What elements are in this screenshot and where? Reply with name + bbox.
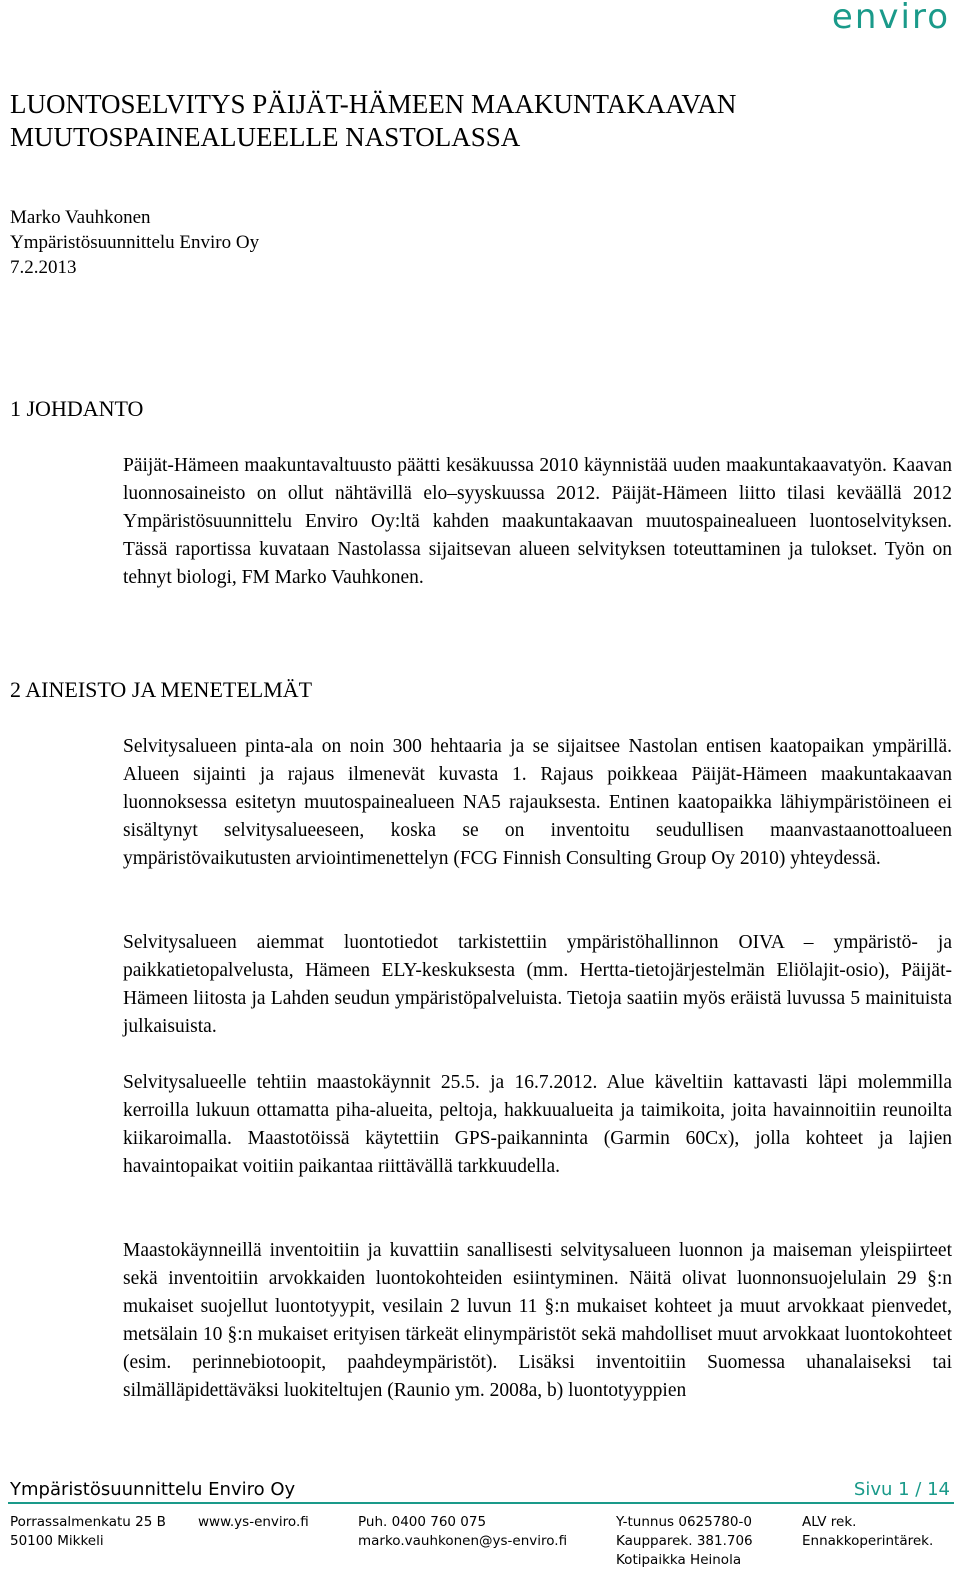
footer-line: Kotipaikka Heinola — [616, 1552, 742, 1568]
section-heading-johdanto: 1 JOHDANTO — [10, 396, 144, 421]
footer-company: Ympäristösuunnittelu Enviro Oy — [10, 1479, 296, 1500]
footer-line: Y-tunnus 0625780-0 — [616, 1514, 752, 1530]
author-company: Ympäristösuunnittelu Enviro Oy — [10, 232, 260, 253]
document-title: LUONTOSELVITYS PÄIJÄT-HÄMEEN MAAKUNTAKAAVAN MUUTOSPAINEALUEELLE NASTOLASSA — [10, 89, 737, 152]
paragraph: Selvitysalueelle tehtiin maastokäynnit 25.5. ja 16.7.2012. Alue käveltiin kattavasti läpi molemmilla kerroilla lukuun ottamatta piha-alueita, peltoja, hakkuualueita ja taimikoita, joita havainnoitiin reunoilta kiikaroimalla. Maastotöissä käytettiin GPS-paikanninta (Garmin 60Cx), jolla kohteet ja lajien havaintopaikat voitiin paikantaa riittävällä tarkkuudella. — [123, 1072, 952, 1177]
footer-line: ALV rek. — [802, 1514, 857, 1530]
footer-line: 50100 Mikkeli — [10, 1533, 104, 1549]
paragraph: Maastokäynneillä inventoitiin ja kuvattiin sanallisesti selvitysalueen luonnon ja maiseman yleispiirteet sekä inventoitiin arvokkaiden luontokohteiden esiintyminen. Näitä olivat luonnonsuojelulain 29 §:n mukaiset suojellut luontotyypit, vesilain 2 luvun 11 §:n mukaiset kohteet ja muut arvokkaat pienvedet, metsälain 10 §:n mukaiset erityisen tärkeät elinympäristöt sekä mahdolliset muut arvokkaat luontokohteet (esim. perinnebiotoopit, paahdeympäristöt). Lisäksi inventoitiin Suomessa uhanalaiseksi tai silmälläpidettäväksi luokiteltujen (Raunio ym. 2008a, b) luontotyyppien — [123, 1240, 952, 1401]
footer-address — [10, 1513, 166, 1551]
footer-line: Puh. 0400 760 075 — [358, 1514, 487, 1530]
document-date: 7.2.2013 — [10, 257, 77, 278]
page-number: Sivu 1 / 14 — [853, 1479, 950, 1500]
footer-business-id — [616, 1513, 753, 1570]
footer-line: Porrassalmenkatu 25 B — [10, 1514, 166, 1530]
author-block — [10, 205, 259, 280]
footer-divider — [8, 1502, 954, 1504]
paragraph: Selvitysalueen pinta-ala on noin 300 hehtaaria ja se sijaitsee Nastolan entisen kaatopaikan ympärillä. Alueen sijainti ja rajaus ilmenevät kuvasta 1. Rajaus poikkeaa Päijät-Hämeen maakuntakaavan luonnoksessa esitetyn muutospainealueen NA5 rajauksesta. Entinen kaatopaikka lähiympäristöineen ei sisältynyt selvitysalueeseen, koska se on inventoitu seudullisen maanvastaanottoalueen ympäristövaikutusten arviointimenettelyn (FCG Finnish Consulting Group Oy 2010) yhteydessä. — [123, 736, 952, 869]
paragraph: Selvitysalueen aiemmat luontotiedot tarkistettiin ympäristöhallinnon OIVA – ympäristö- ja paikkatietopalvelusta, Hämeen ELY-keskuksesta (mm. Hertta-tietojärjestelmän Eliölajit-osio), Päijät-Hämeen liitosta ja Lahden seudun ympäristöpalveluista. Tietoja saatiin myös eräistä luvussa 5 mainituista julkaisuista. — [123, 932, 952, 1037]
footer-contact — [358, 1513, 567, 1551]
author-name: Marko Vauhkonen — [10, 207, 151, 228]
paragraph: Päijät-Hämeen maakuntavaltuusto päätti kesäkuussa 2010 käynnistää uuden maakuntakaavatyön. Kaavan luonnosaineisto on ollut nähtävillä elo–syyskuussa 2012. Päijät-Hämeen liitto tilasi keväällä 2012 Ympäristösuunnittelu Enviro Oy:ltä kahden maakuntakaavan muutospainealueen luontoselvityksen. Tässä raportissa kuvataan Nastolassa sijaitsevan alueen selvityksen toteuttaminen ja tulokset. Työn on tehnyt biologi, FM Marko Vauhkonen. — [123, 455, 952, 588]
footer-website — [198, 1513, 309, 1532]
footer-line: marko.vauhkonen@ys-enviro.fi — [358, 1533, 568, 1549]
enviro-logo: enviro — [831, 0, 950, 37]
footer-line: www.ys-enviro.fi — [198, 1514, 309, 1530]
footer-tax — [802, 1513, 933, 1551]
footer-line: Ennakkoperintärek. — [802, 1533, 934, 1549]
footer-line: Kaupparek. 381.706 — [616, 1533, 753, 1549]
section-heading-aineisto: 2 AINEISTO JA MENETELMÄT — [10, 677, 313, 702]
